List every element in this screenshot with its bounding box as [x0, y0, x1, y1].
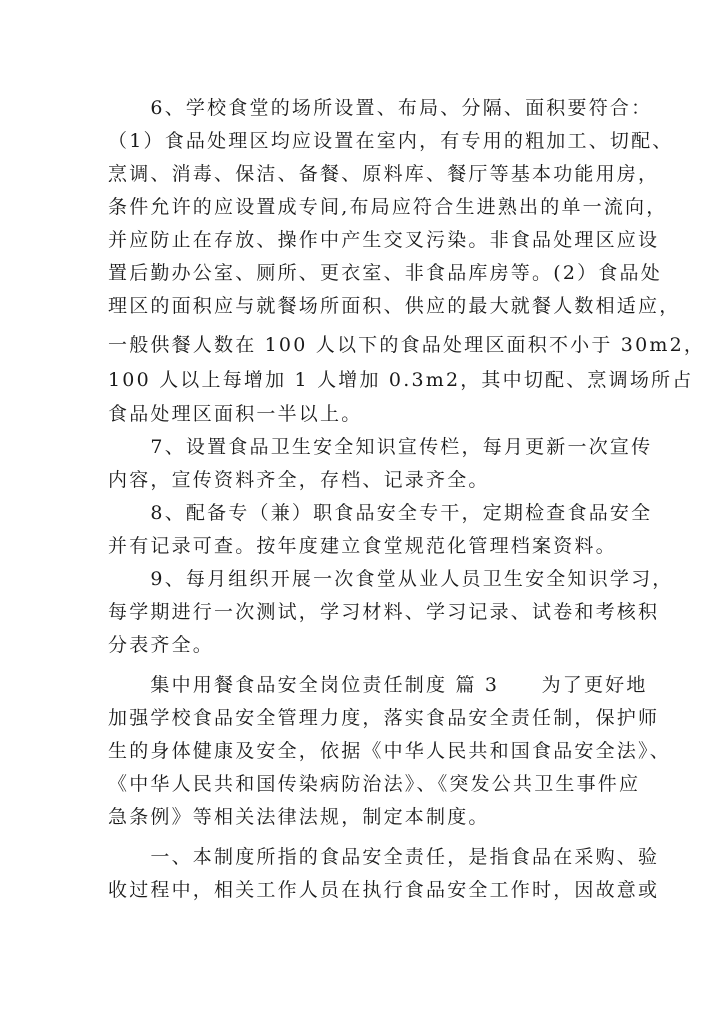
text-line: 食品处理区面积一半以上。 [108, 403, 363, 425]
text-line: 置后勤办公室、厕所、更衣室、非食品库房等。(2）食品处 [108, 262, 662, 284]
text-line: 每学期进行一次测试，学习材料、学习记录、试卷和考核积 [108, 601, 660, 623]
text-line: 急条例》等相关法律法规，制定本制度。 [108, 806, 490, 828]
text-line: 一、本制度所指的食品安全责任，是指食品在采购、验 [108, 846, 660, 868]
text-line: 内容，宣传资料齐全，存档、记录齐全。 [108, 469, 490, 491]
text-line: 收过程中，相关工作人员在执行食品安全工作时，因故意或 [108, 879, 660, 901]
text-line: 8、配备专（兼）职食品安全专干，定期检查食品安全 [108, 502, 653, 524]
text-line: 加强学校食品安全管理力度，落实食品安全责任制，保护师 [108, 707, 660, 729]
text-line: 分表齐全。 [108, 634, 215, 656]
text-line: 9、每月组织开展一次食堂从业人员卫生安全知识学习， [108, 568, 674, 590]
text-line: 并有记录可查。按年度建立食堂规范化管理档案资料。 [108, 535, 617, 557]
text-line: 6、学校食堂的场所设置、布局、分隔、面积要符合： [108, 97, 653, 119]
text-line: 条件允许的应设置成专间,布局应符合生进熟出的单一流向， [108, 196, 668, 218]
text-line: （1）食品处理区均应设置在室内，有专用的粗加工、切配、 [108, 130, 674, 152]
text-line: 理区的面积应与就餐场所面积、供应的最大就餐人数相适应， [108, 295, 681, 317]
text-line: 集中用餐食品安全岗位责任制度 篇 3 为了更好地 [108, 674, 648, 696]
text-line: 一般供餐人数在 100 人以下的食品处理区面积不小于 30m2， [108, 334, 706, 356]
text-line: 《中华人民共和国传染病防治法》、《突发公共卫生事件应 [108, 773, 641, 795]
text-line: 生的身体健康及安全，依据《中华人民共和国食品安全法》、 [108, 740, 671, 762]
text-line: 7、设置食品卫生安全知识宣传栏，每月更新一次宣传 [108, 436, 653, 458]
text-line: 烹调、消毒、保洁、备餐、原料库、餐厅等基本功能用房， [108, 163, 660, 185]
text-line: 并应防止在存放、操作中产生交叉污染。非食品处理区应设 [108, 229, 660, 251]
text-line: 100 人以上每增加 1 人增加 0.3m2，其中切配、烹调场所占 [108, 369, 694, 391]
